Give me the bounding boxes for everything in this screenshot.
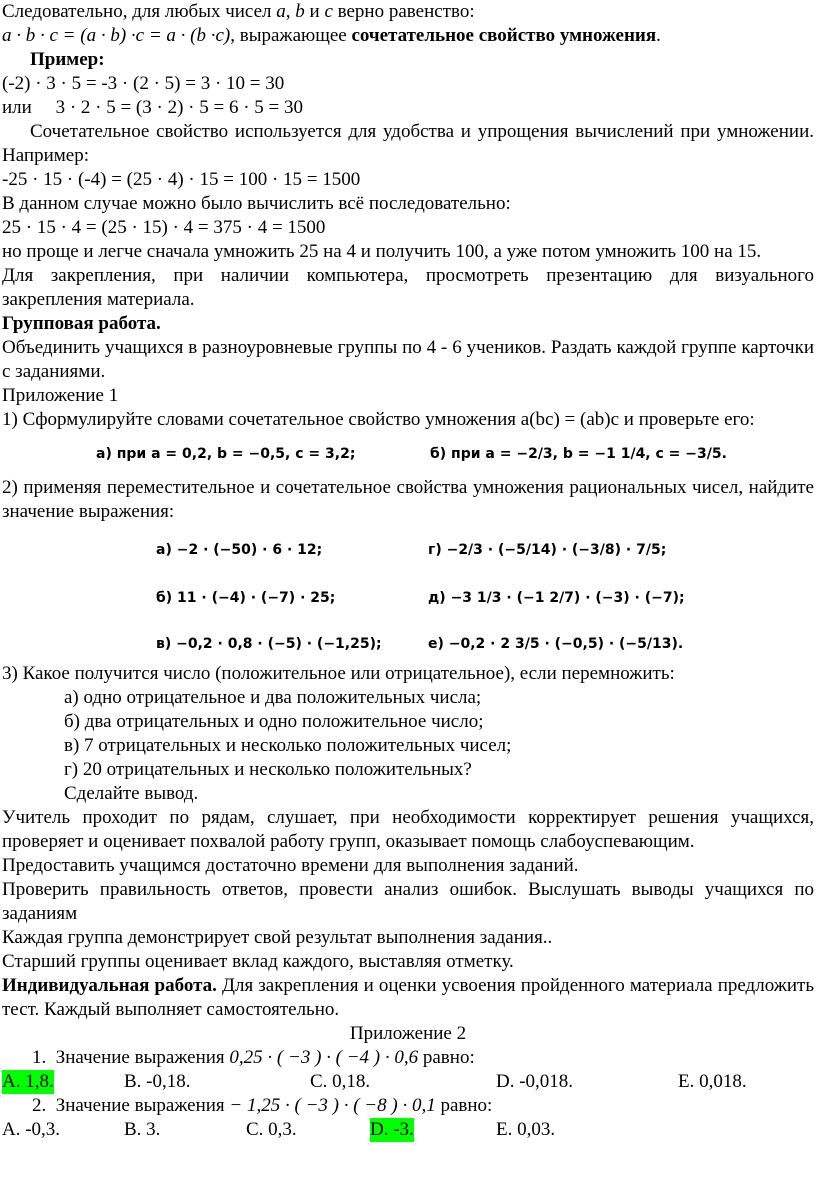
task-3-item: б) два отрицательных и одно положительное число; (64, 711, 484, 732)
appendix-2-label: Приложение 2 (349, 1023, 467, 1044)
document-page (2, 0, 814, 1142)
paragraph-senior: Старший группы оценивает вклад каждого, выставляя отметку. (2, 951, 514, 972)
task-3-conclusion: Сделайте вывод. (64, 783, 199, 804)
task-3-item: г) 20 отрицательных и несколько положительных? (64, 759, 472, 780)
paragraph-intro: Следовательно, для любых чисел a, b и c верно равенство: (2, 1, 475, 22)
example-title: Пример: (30, 49, 105, 70)
answer-option-correct[interactable]: D. -3. (370, 1119, 414, 1140)
question-1-answers (2, 1070, 814, 1094)
calc-2: 25 · 15 · 4 = (25 · 15) · 4 = 375 · 4 = 1500 (2, 217, 326, 238)
paragraph-formula: a · b · c = (a · b) ·c = a · (b ·c), выражающее сочетательное свойство умножения. (2, 25, 661, 46)
answer-option[interactable]: C. 0,18. (310, 1071, 371, 1092)
paragraph-usage: Сочетательное свойство используется для удобства и упрощения вычислений при умножении. Например: (2, 121, 814, 166)
task-1-formulas (2, 432, 814, 476)
task-2-item-d: д) −3 1/3 · (−1 2/7) · (−3) · (−7); (428, 590, 685, 606)
task-2-item-e: е) −0,2 · 2 3/5 · (−0,5) · (−5/13). (428, 636, 684, 652)
question-1: 1. Значение выражения 0,25 · ( −3 ) · ( −4 ) · 0,6 равно: (32, 1047, 475, 1068)
answer-option[interactable]: B. -0,18. (124, 1071, 191, 1092)
task-2-expressions (2, 524, 814, 662)
paragraph-teacher: Учитель проходит по рядам, слушает, при необходимости корректирует решения учащихся, проверяет и оценивает похвалой работу групп, оказывает помощь слабоуспевающим. (2, 807, 814, 852)
answer-option[interactable]: A. -0,3. (2, 1119, 61, 1140)
question-2-answers (2, 1118, 814, 1142)
task-3-item: в) 7 отрицательных и несколько положительных чисел; (64, 735, 512, 756)
paragraph-check: Проверить правильность ответов, провести анализ ошибок. Выслушать выводы учащихся по заданиям (2, 879, 814, 924)
calc-1: -25 · 15 · (-4) = (25 · 4) · 15 = 100 · 15 = 1500 (2, 169, 361, 190)
task-3-item: а) одно отрицательное и два положительных числа; (64, 687, 482, 708)
answer-option[interactable]: C. 0,3. (246, 1119, 297, 1140)
paragraph-sequential: В данном случае можно было вычислить всё последовательно: (2, 193, 511, 214)
example-line-1: (-2) · 3 · 5 = -3 · (2 · 5) = 3 · 10 = 30 (2, 73, 285, 94)
answer-option[interactable]: D. -0,018. (496, 1071, 574, 1092)
task-2-item-g: г) −2/3 · (−5/14) · (−3/8) · 7/5; (428, 542, 667, 558)
answer-option[interactable]: E. 0,03. (496, 1119, 556, 1140)
question-2: 2. Значение выражения − 1,25 · ( −3 ) · ( −8 ) · 0,1 равно: (32, 1095, 493, 1116)
task-1: 1) Сформулируйте словами сочетательное свойство умножения a(bc) = (ab)c и проверьте его: (2, 409, 755, 430)
task-1-option-b: б) при a = −2/3, b = −1 1/4, c = −3/5. (430, 446, 727, 462)
appendix-1-label: Приложение 1 (2, 385, 119, 406)
paragraph-demonstrate: Каждая группа демонстрирует свой результат выполнения задания.. (2, 927, 553, 948)
task-2-item-b: б) 11 · (−4) · (−7) · 25; (156, 590, 336, 606)
answer-option[interactable]: B. 3. (124, 1119, 161, 1140)
task-2: 2) применяя переместительное и сочетательное свойства умножения рациональных чисел, найдите значение выражения: (2, 477, 814, 522)
paragraph-easier: но проще и легче сначала умножить 25 на 4 и получить 100, а уже потом умножить 100 на 15. (2, 241, 762, 262)
paragraph-individual: Индивидуальная работа. Для закрепления и оценки усвоения пройденного материала предложить тест. Каждый выполняет самостоятельно. (2, 975, 814, 1020)
task-2-item-v: в) −0,2 · 0,8 · (−5) · (−1,25); (156, 636, 382, 652)
task-2-item-a: а) −2 · (−50) · 6 · 12; (156, 542, 323, 558)
task-3: 3) Какое получится число (положительное или отрицательное), если перемножить: (2, 663, 675, 684)
group-work-title: Групповая работа. (2, 313, 161, 334)
paragraph-time: Предоставить учащимся достаточно времени для выполнения заданий. (2, 855, 579, 876)
answer-option-correct[interactable]: A. 1,8. (2, 1071, 54, 1092)
example-line-2: или 3 · 2 · 5 = (3 · 2) · 5 = 6 · 5 = 30 (2, 97, 304, 118)
paragraph-presentation: Для закрепления, при наличии компьютера, просмотреть презентацию для визуального закрепления материала. (2, 265, 814, 310)
task-1-option-a: а) при a = 0,2, b = −0,5, c = 3,2; (96, 446, 356, 462)
answer-option[interactable]: E. 0,018. (678, 1071, 747, 1092)
paragraph-groups: Объединить учащихся в разноуровневые группы по 4 - 6 учеников. Раздать каждой группе карточки с заданиями. (2, 337, 814, 382)
